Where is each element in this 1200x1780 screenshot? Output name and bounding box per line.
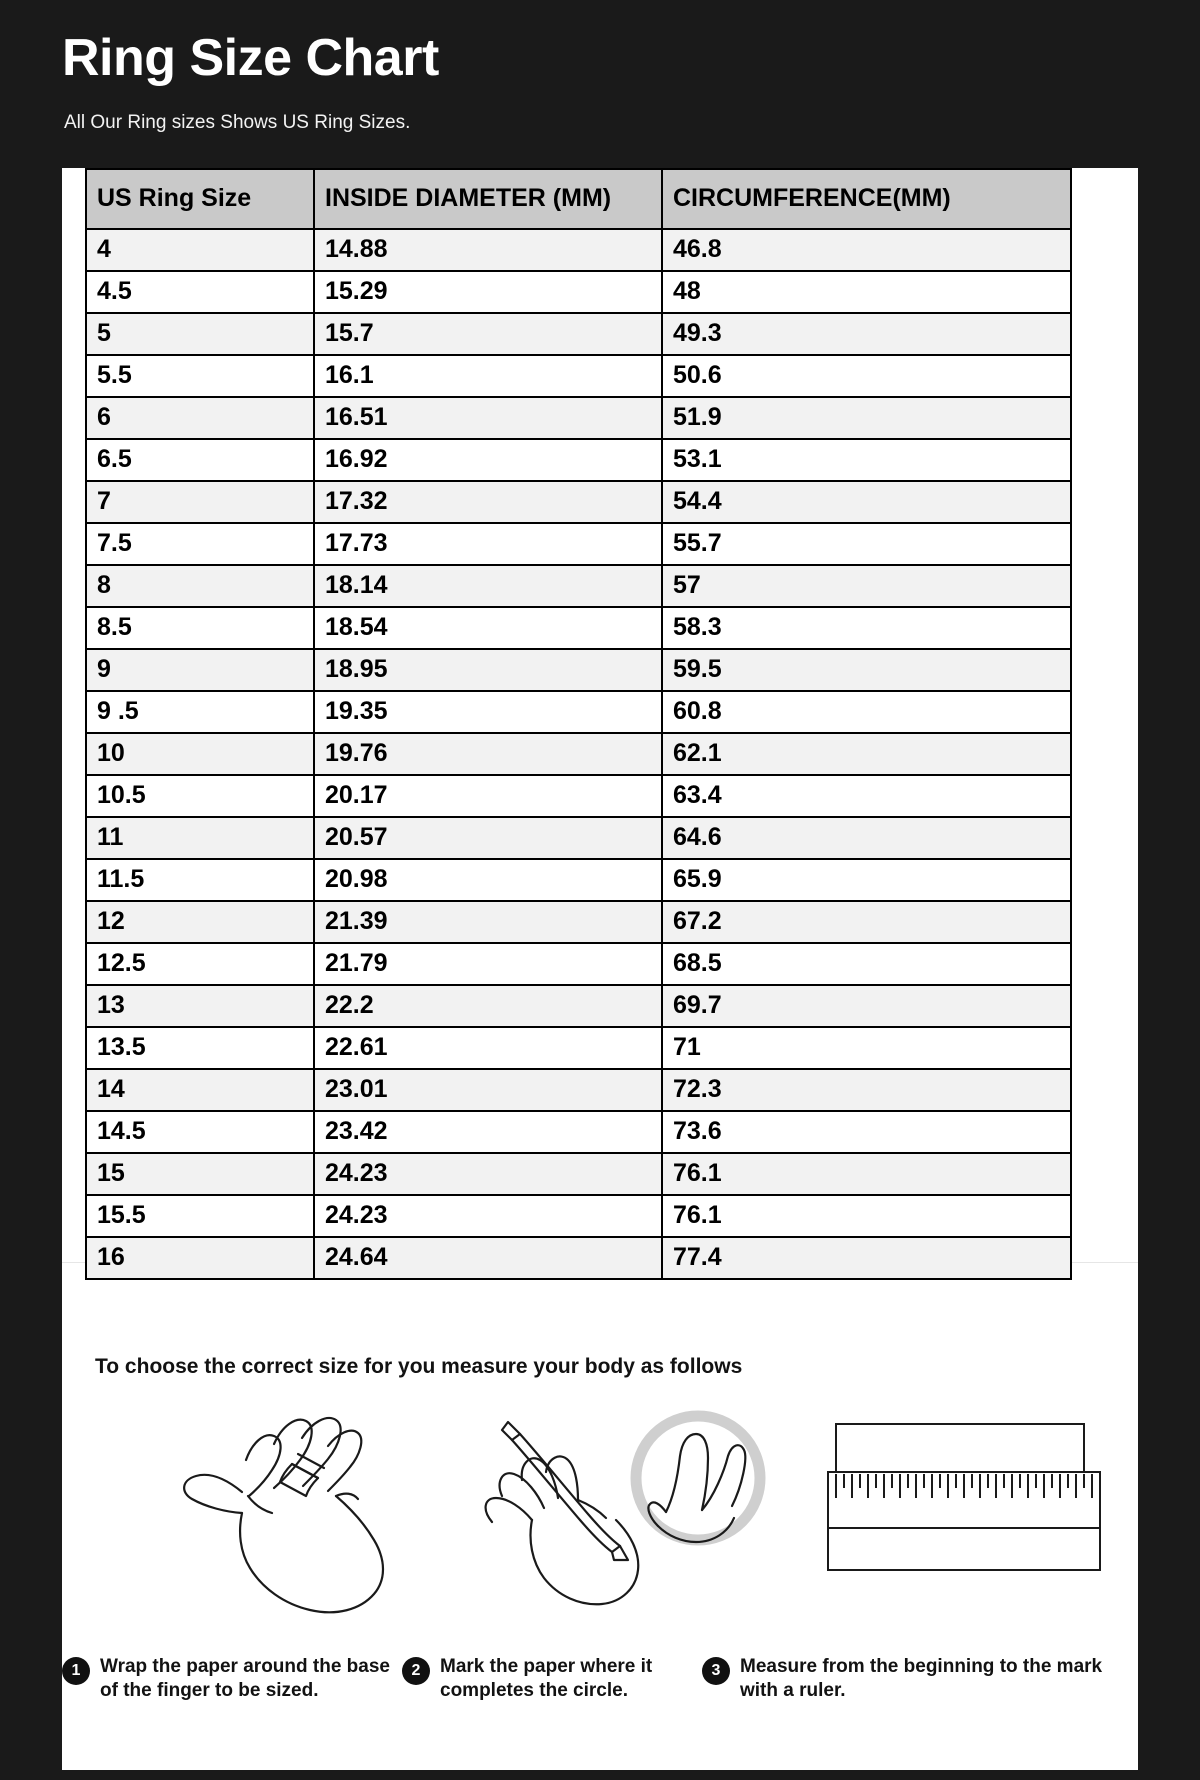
- cell-inside-diameter: 16.92: [314, 439, 662, 481]
- table-row: [86, 1027, 1071, 1069]
- cell-inside-diameter: 24.23: [314, 1195, 662, 1237]
- cell-inside-diameter: 14.88: [314, 229, 662, 271]
- cell-inside-diameter: 21.39: [314, 901, 662, 943]
- step-1-text: Wrap the paper around the base of the finger to be sized.: [100, 1656, 390, 1702]
- column-header-inside-diameter: INSIDE DIAMETER (MM): [314, 169, 662, 229]
- table-row: [86, 229, 1071, 271]
- table-row: [86, 649, 1071, 691]
- cell-us-ring-size: 16: [86, 1237, 314, 1279]
- cell-circumference: 49.3: [662, 313, 1071, 355]
- cell-inside-diameter: 23.01: [314, 1069, 662, 1111]
- cell-us-ring-size: 14.5: [86, 1111, 314, 1153]
- cell-circumference: 65.9: [662, 859, 1071, 901]
- cell-inside-diameter: 18.54: [314, 607, 662, 649]
- page-header: [0, 0, 1200, 168]
- table-row: [86, 1069, 1071, 1111]
- cell-circumference: 63.4: [662, 775, 1071, 817]
- cell-inside-diameter: 20.98: [314, 859, 662, 901]
- cell-us-ring-size: 8: [86, 565, 314, 607]
- cell-us-ring-size: 10: [86, 733, 314, 775]
- table-row: [86, 1237, 1071, 1279]
- page-subtitle: All Our Ring sizes Shows US Ring Sizes.: [64, 112, 411, 133]
- table-row: [86, 271, 1071, 313]
- cell-circumference: 53.1: [662, 439, 1071, 481]
- column-header-us-ring-size: US Ring Size: [86, 169, 314, 229]
- cell-circumference: 64.6: [662, 817, 1071, 859]
- cell-inside-diameter: 18.95: [314, 649, 662, 691]
- illustration-2-hand-marking-paper: [452, 1400, 772, 1645]
- step-2: [402, 1655, 702, 1704]
- measure-instruction-note: To choose the correct size for you measure your body as follows: [95, 1355, 743, 1378]
- cell-us-ring-size: 14: [86, 1069, 314, 1111]
- cell-inside-diameter: 21.79: [314, 943, 662, 985]
- cell-us-ring-size: 15.5: [86, 1195, 314, 1237]
- cell-circumference: 60.8: [662, 691, 1071, 733]
- ring-size-table: [85, 168, 1072, 1280]
- step-2-number-badge: 2: [402, 1657, 430, 1685]
- cell-circumference: 54.4: [662, 481, 1071, 523]
- illustrations-row: [62, 1400, 1138, 1645]
- step-2-text: Mark the paper where it completes the circle.: [440, 1656, 653, 1702]
- cell-us-ring-size: 11: [86, 817, 314, 859]
- cell-circumference: 51.9: [662, 397, 1071, 439]
- step-3: [702, 1655, 1132, 1704]
- cell-us-ring-size: 13: [86, 985, 314, 1027]
- cell-inside-diameter: 19.76: [314, 733, 662, 775]
- cell-us-ring-size: 8.5: [86, 607, 314, 649]
- table-row: [86, 901, 1071, 943]
- table-row: [86, 397, 1071, 439]
- cell-circumference: 76.1: [662, 1195, 1071, 1237]
- cell-us-ring-size: 4.5: [86, 271, 314, 313]
- cell-circumference: 48: [662, 271, 1071, 313]
- cell-circumference: 73.6: [662, 1111, 1071, 1153]
- table-header-row: [86, 169, 1071, 229]
- cell-circumference: 68.5: [662, 943, 1071, 985]
- cell-circumference: 57: [662, 565, 1071, 607]
- table-row: [86, 775, 1071, 817]
- cell-us-ring-size: 7.5: [86, 523, 314, 565]
- cell-us-ring-size: 6.5: [86, 439, 314, 481]
- cell-inside-diameter: 20.57: [314, 817, 662, 859]
- table-row: [86, 355, 1071, 397]
- cell-inside-diameter: 17.32: [314, 481, 662, 523]
- right-dark-edge: [1138, 0, 1200, 1780]
- cell-circumference: 58.3: [662, 607, 1071, 649]
- cell-us-ring-size: 5: [86, 313, 314, 355]
- cell-circumference: 76.1: [662, 1153, 1071, 1195]
- table-row: [86, 1111, 1071, 1153]
- table-row: [86, 565, 1071, 607]
- table-row: [86, 985, 1071, 1027]
- cell-circumference: 62.1: [662, 733, 1071, 775]
- cell-us-ring-size: 5.5: [86, 355, 314, 397]
- left-dark-edge: [0, 0, 62, 1780]
- cell-inside-diameter: 18.14: [314, 565, 662, 607]
- cell-us-ring-size: 4: [86, 229, 314, 271]
- cell-inside-diameter: 15.29: [314, 271, 662, 313]
- cell-inside-diameter: 24.64: [314, 1237, 662, 1279]
- steps-row: [62, 1655, 1138, 1745]
- cell-us-ring-size: 9 .5: [86, 691, 314, 733]
- table-row: [86, 313, 1071, 355]
- cell-circumference: 67.2: [662, 901, 1071, 943]
- cell-inside-diameter: 22.2: [314, 985, 662, 1027]
- cell-us-ring-size: 13.5: [86, 1027, 314, 1069]
- cell-inside-diameter: 15.7: [314, 313, 662, 355]
- cell-circumference: 46.8: [662, 229, 1071, 271]
- cell-us-ring-size: 6: [86, 397, 314, 439]
- table-row: [86, 523, 1071, 565]
- column-header-circumference: CIRCUMFERENCE(MM): [662, 169, 1071, 229]
- cell-us-ring-size: 12.5: [86, 943, 314, 985]
- cell-us-ring-size: 9: [86, 649, 314, 691]
- cell-us-ring-size: 15: [86, 1153, 314, 1195]
- illustration-1-hand-with-paper-strip: [122, 1400, 422, 1645]
- size-table-container: [85, 168, 1070, 1280]
- cell-us-ring-size: 11.5: [86, 859, 314, 901]
- page-title: Ring Size Chart: [62, 29, 439, 87]
- table-row: [86, 943, 1071, 985]
- table-row: [86, 817, 1071, 859]
- cell-us-ring-size: 12: [86, 901, 314, 943]
- cell-circumference: 72.3: [662, 1069, 1071, 1111]
- cell-inside-diameter: 23.42: [314, 1111, 662, 1153]
- cell-us-ring-size: 7: [86, 481, 314, 523]
- cell-circumference: 71: [662, 1027, 1071, 1069]
- cell-circumference: 77.4: [662, 1237, 1071, 1279]
- table-row: [86, 439, 1071, 481]
- cell-circumference: 69.7: [662, 985, 1071, 1027]
- step-3-number-badge: 3: [702, 1657, 730, 1685]
- cell-inside-diameter: 16.51: [314, 397, 662, 439]
- table-row: [86, 733, 1071, 775]
- step-1-number-badge: 1: [62, 1657, 90, 1685]
- cell-circumference: 59.5: [662, 649, 1071, 691]
- table-row: [86, 1153, 1071, 1195]
- cell-inside-diameter: 16.1: [314, 355, 662, 397]
- cell-circumference: 50.6: [662, 355, 1071, 397]
- table-row: [86, 691, 1071, 733]
- cell-inside-diameter: 24.23: [314, 1153, 662, 1195]
- cell-circumference: 55.7: [662, 523, 1071, 565]
- bottom-dark-edge: [0, 1770, 1200, 1780]
- table-row: [86, 1195, 1071, 1237]
- table-row: [86, 859, 1071, 901]
- cell-us-ring-size: 10.5: [86, 775, 314, 817]
- cell-inside-diameter: 19.35: [314, 691, 662, 733]
- step-3-text: Measure from the beginning to the mark with a ruler.: [740, 1656, 1103, 1702]
- table-row: [86, 607, 1071, 649]
- cell-inside-diameter: 20.17: [314, 775, 662, 817]
- step-1: [62, 1655, 392, 1704]
- illustration-3-ruler-measuring-paper: [822, 1400, 1122, 1645]
- table-row: [86, 481, 1071, 523]
- cell-inside-diameter: 17.73: [314, 523, 662, 565]
- cell-inside-diameter: 22.61: [314, 1027, 662, 1069]
